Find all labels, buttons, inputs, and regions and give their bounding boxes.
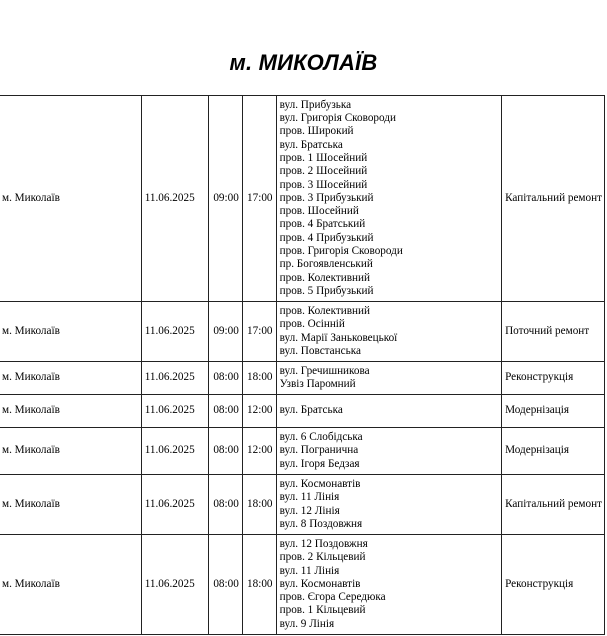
streets-cell [276, 395, 501, 428]
street-item: пров. 4 Прибузький [279, 231, 374, 244]
city-cell: м. Миколаїв [0, 362, 141, 395]
street-item: пров. Григорія Сковороди [279, 245, 403, 258]
street-item: пров. 2 Кільцевий [279, 551, 366, 564]
date-cell: 11.06.2025 [141, 475, 208, 535]
street-item: вул. Марії Заньковецької [279, 331, 398, 344]
streets-cell [276, 475, 501, 535]
schedule-body [0, 96, 605, 635]
street-item: вул. Братська [279, 404, 343, 417]
work-type-cell: Модернізація [502, 395, 605, 428]
start-time-cell: 09:00 [209, 302, 243, 362]
streets-cell [276, 302, 501, 362]
city-cell: м. Миколаїв [0, 395, 141, 428]
work-type-cell: Капітальний ремонт [502, 475, 605, 535]
date-cell: 11.06.2025 [141, 428, 208, 475]
table-row [0, 302, 605, 362]
start-time-cell: 09:00 [209, 96, 243, 302]
street-item: пров. Осінній [279, 318, 345, 331]
work-type-cell: Реконструкція [502, 362, 605, 395]
street-item: вул. Братська [279, 138, 343, 151]
end-time-cell: 18:00 [242, 475, 276, 535]
street-item: пров. Єгора Середюка [279, 591, 386, 604]
table-row [0, 475, 605, 535]
street-item: пров. Колективний [279, 271, 370, 284]
city-cell: м. Миколаїв [0, 535, 141, 635]
table-row [0, 535, 605, 635]
date-cell: 11.06.2025 [141, 302, 208, 362]
street-item: вул. Ігоря Бедзая [279, 457, 360, 470]
city-cell: м. Миколаїв [0, 475, 141, 535]
street-item: пров. 3 Прибузький [279, 191, 374, 204]
street-item: вул. Погранична [279, 444, 359, 457]
table-row [0, 96, 605, 302]
start-time-cell: 08:00 [209, 475, 243, 535]
end-time-cell: 18:00 [242, 535, 276, 635]
work-type-cell: Капітальний ремонт [502, 96, 605, 302]
street-item: пров. 1 Шосейний [279, 151, 368, 164]
street-item: пров. 5 Прибузький [279, 284, 374, 297]
streets-cell [276, 96, 501, 302]
work-type-cell: Модернізація [502, 428, 605, 475]
streets-cell [276, 428, 501, 475]
street-item: вул. 9 Лінія [279, 617, 335, 630]
table-row [0, 428, 605, 475]
end-time-cell: 18:00 [242, 362, 276, 395]
street-item: вул. Космонавтів [279, 477, 361, 490]
table-row [0, 362, 605, 395]
street-item: вул. 6 Слобідська [279, 431, 363, 444]
table-row [0, 395, 605, 428]
date-cell: 11.06.2025 [141, 362, 208, 395]
street-item: вул. 8 Поздовжня [279, 517, 363, 530]
city-cell: м. Миколаїв [0, 302, 141, 362]
end-time-cell: 12:00 [242, 395, 276, 428]
page-title: м. МИКОЛАЇВ [229, 50, 378, 75]
street-item: пр. Богоявленський [279, 258, 373, 271]
street-item: вул. Гречишникова [279, 364, 370, 377]
date-cell: 11.06.2025 [141, 96, 208, 302]
street-item: вул. 12 Лінія [279, 504, 340, 517]
streets-cell [276, 362, 501, 395]
date-cell: 11.06.2025 [141, 535, 208, 635]
date-cell: 11.06.2025 [141, 395, 208, 428]
street-item: вул. Космонавтів [279, 577, 361, 590]
street-item: Узвіз Паромний [279, 378, 356, 390]
end-time-cell: 17:00 [242, 302, 276, 362]
start-time-cell: 08:00 [209, 395, 243, 428]
street-item: вул. 11 Лінія [279, 564, 340, 577]
street-item: пров. 4 Братський [279, 218, 366, 231]
end-time-cell: 17:00 [242, 96, 276, 302]
street-item: пров. 1 Кільцевий [279, 604, 366, 617]
street-item: пров. Колективний [279, 304, 370, 317]
street-item: вул. Повстанська [279, 344, 361, 357]
city-cell: м. Миколаїв [0, 96, 141, 302]
start-time-cell: 08:00 [209, 535, 243, 635]
end-time-cell: 12:00 [242, 428, 276, 475]
street-item: пров. 2 Шосейний [279, 165, 368, 178]
street-item: вул. Прибузька [279, 98, 352, 111]
start-time-cell: 08:00 [209, 362, 243, 395]
city-cell: м. Миколаїв [0, 428, 141, 475]
street-item: вул. 12 Поздовжня [279, 537, 368, 550]
street-item: пров. Широкий [279, 125, 354, 138]
start-time-cell: 08:00 [209, 428, 243, 475]
street-item: вул. Григорія Сковороди [279, 112, 396, 125]
work-type-cell: Поточний ремонт [502, 302, 605, 362]
street-item: пров. 3 Шосейний [279, 178, 368, 191]
street-item: вул. 11 Лінія [279, 491, 340, 504]
street-item: пров. Шосейний [279, 205, 359, 218]
work-type-cell: Реконструкція [502, 535, 605, 635]
streets-cell [276, 535, 501, 635]
outage-schedule-table [0, 95, 605, 635]
